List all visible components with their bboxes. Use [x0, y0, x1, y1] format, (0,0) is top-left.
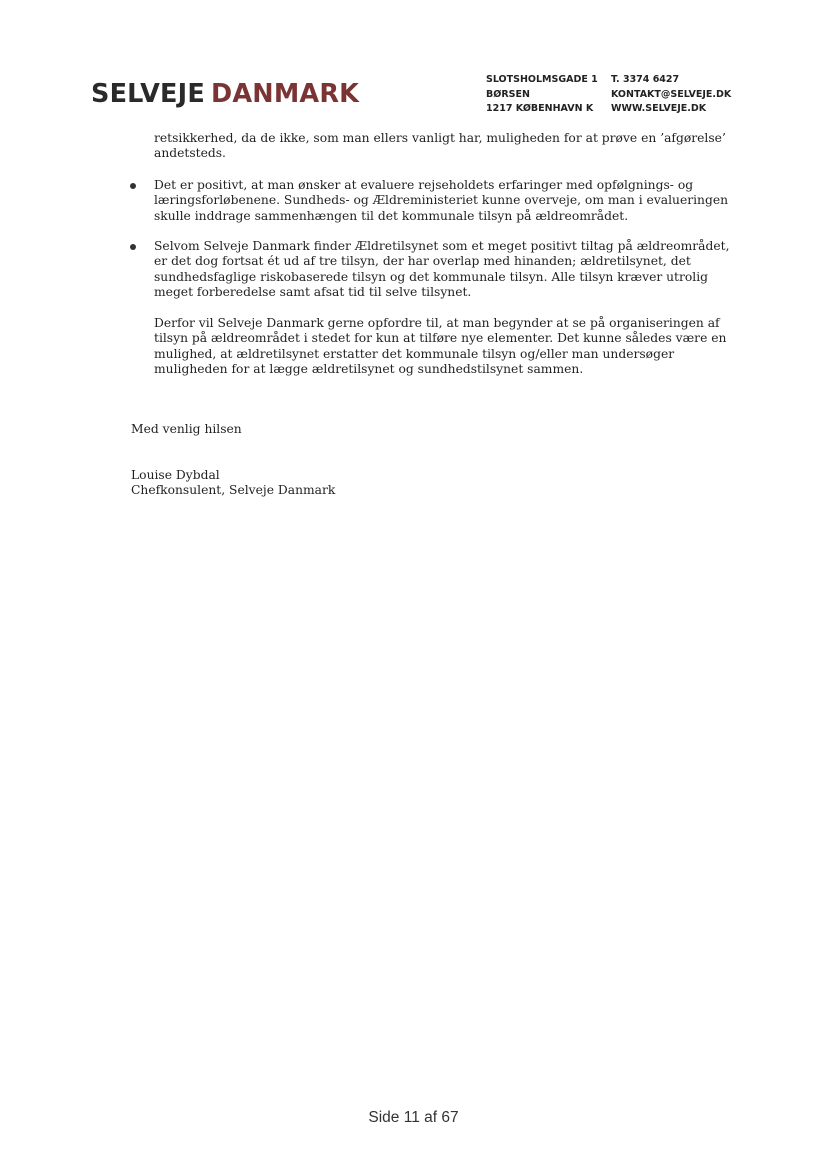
page-number: Side 11 af 67	[368, 1109, 459, 1126]
bullet-icon	[130, 244, 136, 250]
signature-title: Chefkonsulent, Selveje Danmark	[131, 483, 336, 497]
website-url: WWW.SELVEJE.DK	[611, 103, 707, 114]
address-line: BØRSEN	[486, 88, 530, 100]
address-line: 1217 KØBENHAVN K	[486, 103, 594, 114]
bullet-item: Selvom Selveje Danmark finder Ældretilsynet som et meget positivt tiltag på ældreområdet, er det dog fortsat ét ud af tre tilsyn, der har overlap med hinanden; ældretilsynet, det sundhedsfaglige riskobaserede tilsyn og det kommunale tilsyn. Alle tilsyn kræver utrolig meget forberedelse samt afsat tid til selve tilsynet.	[154, 239, 730, 300]
address-block	[486, 73, 598, 117]
phone-number: T. 3374 6427	[611, 74, 680, 85]
logo-word-selveje: SELVEJE	[91, 79, 205, 109]
address-line: SLOTSHOLMSGADE 1	[486, 74, 598, 85]
email-address: KONTAKT@SELVEJE.DK	[611, 88, 732, 100]
closing-salutation: Med venlig hilsen	[131, 422, 242, 436]
continuation-paragraph: retsikkerhed, da de ikke, som man ellers vanligt har, muligheden for at prøve en ’afgørelse’ andetsteds.	[154, 131, 726, 161]
contact-block	[611, 73, 731, 117]
recommendation-paragraph: Derfor vil Selveje Danmark gerne opfordre til, at man begynder at se på organiseringen af tilsyn på ældreområdet i stedet for kun at tilføre nye elementer. Det kunne således være en mulighed, at ældretilsynet erstatter det kommunale tilsyn og/eller man undersøger muligheden for at lægge ældretilsynet og sundhedstilsynet sammen.	[154, 316, 727, 377]
logo-word-danmark: DANMARK	[210, 79, 360, 109]
bullet-item: Det er positivt, at man ønsker at evaluere rejseholdets erfaringer med opfølgnings- og læringsforløbenene. Sundheds- og Ældreministeriet kunne overveje, om man i evalueringen skulle inddrage sammenhængen til det kommunale tilsyn på ældreområdet.	[154, 178, 729, 223]
bullet-icon	[130, 183, 136, 189]
signature-name: Louise Dybdal	[131, 468, 220, 482]
logo	[91, 78, 359, 110]
